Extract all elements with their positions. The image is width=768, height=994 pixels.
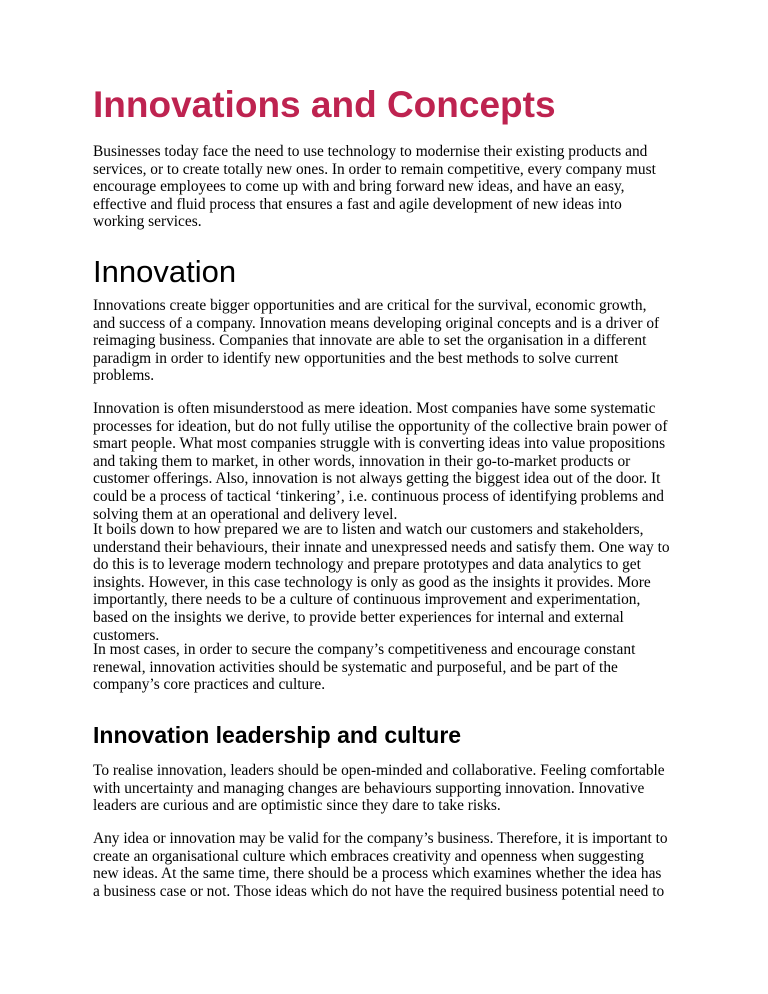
paragraph [93,297,659,385]
text-line: In most cases, in order to secure the company’s competitiveness and encourage constant [93,641,636,658]
intro-paragraph [93,143,656,231]
text-line: do this is to leverage modern technology and prepare prototypes and data analytics to get [93,556,641,574]
text-line: Innovation is often misunderstood as mere ideation. Most companies have some systematic [93,400,656,417]
text-line: working services. [93,213,202,231]
text-line: importantly, there needs to be a culture of continuous improvement and experimentation, [93,591,641,609]
text-line: create an organisational culture which embraces creativity and openness when suggesting [93,847,645,865]
text-line: paradigm in order to identify new opportunities and the best methods to solve current [93,349,619,367]
paragraph [93,521,670,644]
text-line: leaders are curious and are optimistic since they dare to take risks. [93,797,501,815]
text-line: and success of a company. Innovation means developing original concepts and is a driver of [93,314,660,332]
text-line: renewal, innovation activities should be systematic and purposeful, and be part of the [93,658,618,676]
section-heading-innovation: Innovation [93,254,237,289]
section-heading-leadership: Innovation leadership and culture [93,722,462,748]
text-line: smart people. What most companies struggle with is converting ideas into value propositions [93,435,666,453]
text-line: based on the insights we derive, to provide better experiences for internal and external [93,608,624,626]
text-line: Innovations create bigger opportunities and are critical for the survival, economic growth, [93,297,647,314]
text-line: Any idea or innovation may be valid for the company’s business. Therefore, it is important to [93,830,668,847]
text-line: customer offerings. Also, innovation is not always getting the biggest idea out of the door. It [93,470,661,488]
text-line: encourage employees to come up with and bring forward new ideas, and have an easy, [93,178,625,196]
text-line: effective and fluid process that ensures a fast and agile development of new ideas into [93,195,622,213]
text-line: problems. [93,367,155,385]
text-line: reimaging business. Companies that innovate are able to set the organisation in a different [93,332,647,350]
text-line: new ideas. At the same time, there should be a process which examines whether the idea has [93,865,662,883]
paragraph [93,830,668,900]
text-line: with uncertainty and managing changes are behaviours supporting innovation. Innovative [93,779,645,797]
text-line: Businesses today face the need to use technology to modernise their existing products and [93,143,648,160]
text-line: understand their behaviours, their innate and unexpressed needs and satisfy them. One way to [93,538,670,556]
text-line: To realise innovation, leaders should be open-minded and collaborative. Feeling comfortable [93,762,665,779]
text-line: It boils down to how prepared we are to listen and watch our customers and stakeholders, [93,521,644,538]
text-line: company’s core practices and culture. [93,676,326,694]
paragraph [93,762,665,815]
text-line: processes for ideation, but do not fully utilise the opportunity of the collective brain power of [93,417,668,435]
document-title: Innovations and Concepts [93,84,556,125]
text-line: customers. [93,626,160,644]
text-line: insights. However, in this case technology is only as good as the insights it provides. More [93,573,651,591]
paragraph [93,400,667,523]
paragraph [93,641,635,694]
text-line: solving them at an operational and delivery level. [93,505,398,523]
text-line: could be a process of tactical ‘tinkering’, i.e. continuous process of identifying problems and [93,487,665,505]
text-line: and taking them to market, in other words, innovation in their go-to-market products or [93,452,631,470]
text-line: a business case or not. Those ideas which do not have the required business potential need to [93,882,665,900]
text-line: services, or to create totally new ones. In order to remain competitive, every company must [93,160,656,178]
